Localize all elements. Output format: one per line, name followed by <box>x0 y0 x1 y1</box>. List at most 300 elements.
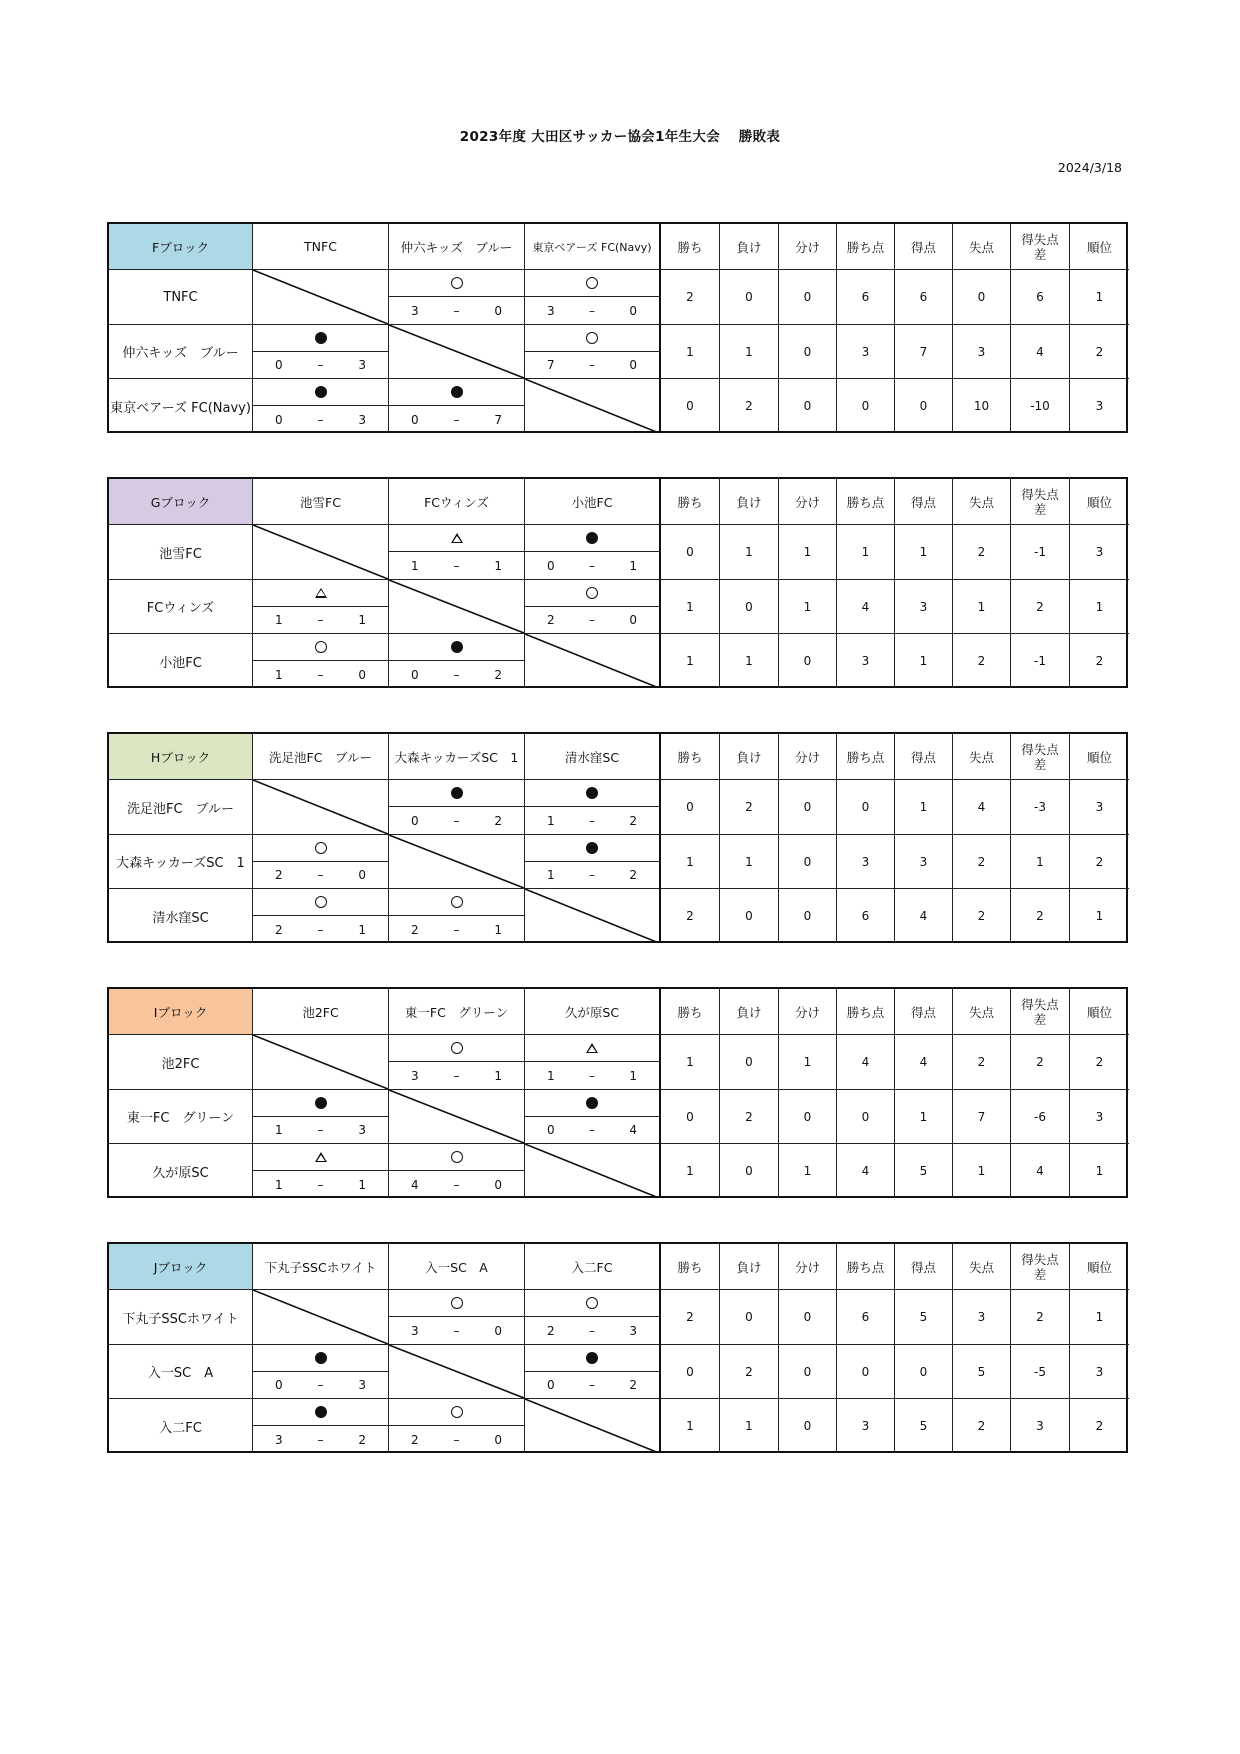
stat-value: 3 <box>953 325 1011 379</box>
score-dash: – <box>589 813 595 828</box>
score-opponent: 1 <box>494 558 502 573</box>
score-own: 1 <box>275 1177 283 1192</box>
win-circle-icon <box>451 1297 463 1309</box>
column-team-name: 小池FC <box>525 479 661 525</box>
stat-value: 1 <box>895 634 953 688</box>
stat-value: 3 <box>1095 399 1104 413</box>
row-team-name: 洗足池FC ブルー <box>109 780 253 835</box>
diagonal-empty-cell <box>253 525 389 580</box>
match-result-cell <box>525 1090 661 1144</box>
stat-value: 0 <box>837 780 895 835</box>
diagonal-empty-cell <box>253 270 389 325</box>
score-dash: – <box>453 303 460 318</box>
diagonal-line <box>389 325 524 378</box>
stat-value: 4 <box>837 1035 895 1090</box>
stat-value: 2 <box>1070 1035 1129 1090</box>
score-opponent: 0 <box>494 1177 502 1192</box>
stat-header <box>1011 1244 1070 1290</box>
score-dash: – <box>589 1377 595 1392</box>
draw-triangle-icon <box>315 588 327 598</box>
win-circle-icon <box>586 1297 598 1309</box>
stat-value: 3 <box>953 1290 1011 1345</box>
match-result-cell <box>253 889 389 943</box>
stat-value: 3 <box>1070 525 1129 580</box>
stat-value: 1 <box>661 634 720 688</box>
stat-header <box>1011 734 1070 780</box>
score-own: 4 <box>411 1177 419 1192</box>
score-opponent: 0 <box>494 303 502 318</box>
match-result-cell <box>525 1345 661 1399</box>
stat-header: 勝ち <box>661 989 720 1035</box>
stat-value: 1 <box>720 325 779 379</box>
score-dash: – <box>317 922 324 937</box>
stat-value: 0 <box>837 379 895 433</box>
stat-value: 1 <box>1095 909 1104 923</box>
stat-value: -10 <box>1011 379 1070 433</box>
stat-header: 順位 <box>1070 479 1129 525</box>
stat-value: 0 <box>720 580 779 634</box>
stat-value: 2 <box>953 889 1011 943</box>
score-dash: – <box>453 1068 460 1083</box>
stat-header <box>1011 224 1070 270</box>
stat-header: 失点 <box>953 1244 1011 1290</box>
stat-value: 1 <box>1070 1290 1129 1345</box>
stat-value: 0 <box>661 780 720 835</box>
row-team-name: 池2FC <box>109 1035 253 1090</box>
stat-header: 分け <box>779 479 837 525</box>
stat-header: 分け <box>779 1244 837 1290</box>
stat-value: 0 <box>837 1345 895 1399</box>
match-result-cell <box>525 525 661 580</box>
stat-value: 6 <box>837 1290 895 1345</box>
stat-value: 5 <box>895 1290 953 1345</box>
match-result-cell <box>389 270 525 325</box>
stat-header-line: 差 <box>1033 501 1047 517</box>
row-team-name: 入一SC A <box>109 1345 253 1399</box>
diagonal-line <box>253 780 388 834</box>
win-circle-icon <box>451 1151 463 1163</box>
stat-header-line: 得失点 <box>1021 996 1059 1012</box>
score-opponent: 3 <box>629 1323 637 1338</box>
win-circle-icon <box>451 277 463 289</box>
score-dash: – <box>317 1432 324 1447</box>
stat-value: 7 <box>953 1090 1011 1144</box>
win-circle-icon <box>315 896 327 908</box>
score-own: 2 <box>275 922 283 937</box>
loss-dot-icon <box>586 532 598 544</box>
score-own: 3 <box>547 303 555 318</box>
stat-value: 2 <box>720 1345 779 1399</box>
diagonal-line <box>525 889 659 943</box>
stat-value: 2 <box>1095 654 1104 668</box>
score-own: 7 <box>547 357 555 372</box>
stat-value: 1 <box>661 1399 720 1453</box>
score-own: 0 <box>411 813 419 828</box>
column-team-name: 東一FC グリーン <box>389 989 525 1035</box>
stat-value: 3 <box>1070 1090 1129 1144</box>
column-team-name: 清水窪SC <box>525 734 661 780</box>
stat-header: 順位 <box>1070 1244 1129 1290</box>
stat-value: 3 <box>895 580 953 634</box>
score-dash: – <box>453 558 460 573</box>
column-team-name: 東京ベアーズ FC(Navy) <box>525 224 661 270</box>
score-dash: – <box>317 867 324 882</box>
diagonal-line <box>389 835 524 888</box>
draw-triangle-icon <box>315 1152 327 1162</box>
score-own: 3 <box>275 1432 283 1447</box>
score-opponent: 1 <box>358 1177 366 1192</box>
score-own: 0 <box>547 1377 555 1392</box>
score-dash: – <box>317 412 324 427</box>
score-own: 3 <box>411 1068 419 1083</box>
score-dash: – <box>589 612 595 627</box>
score-own: 3 <box>411 303 419 318</box>
stat-header-line: 差 <box>1033 1266 1047 1282</box>
block-table-h <box>107 732 1128 943</box>
stat-value: 6 <box>1011 270 1070 325</box>
stat-value: 2 <box>953 634 1011 688</box>
stat-header: 勝ち <box>661 224 720 270</box>
stat-value: -3 <box>1011 780 1070 835</box>
stat-value: 1 <box>720 634 779 688</box>
score-dash: – <box>589 867 595 882</box>
block-label: Hブロック <box>109 734 253 780</box>
score-opponent: 0 <box>629 303 637 318</box>
score-dash: – <box>453 1323 460 1338</box>
stat-header: 負け <box>720 224 779 270</box>
stat-value: 0 <box>661 1345 720 1399</box>
match-result-cell <box>389 1399 525 1453</box>
stat-value: 1 <box>779 525 837 580</box>
diagonal-line <box>389 1345 524 1398</box>
stat-header: 失点 <box>953 479 1011 525</box>
stat-value: 0 <box>779 889 837 943</box>
stat-value: 2 <box>953 835 1011 889</box>
score-opponent: 0 <box>358 867 366 882</box>
score-own: 0 <box>411 412 419 427</box>
stat-value: 0 <box>720 1290 779 1345</box>
diagonal-empty-cell <box>389 1345 525 1399</box>
score-opponent: 1 <box>358 922 366 937</box>
document-date: 2024/3/18 <box>1057 160 1122 175</box>
stat-value: 3 <box>1011 1399 1070 1453</box>
diagonal-line <box>253 1035 388 1089</box>
stat-value: -5 <box>1011 1345 1070 1399</box>
match-result-cell <box>253 325 389 379</box>
stat-header: 順位 <box>1070 224 1129 270</box>
row-team-name: 下丸子SSCホワイト <box>109 1290 253 1345</box>
stat-value: 1 <box>895 525 953 580</box>
score-own: 2 <box>411 922 419 937</box>
diagonal-empty-cell <box>525 1399 661 1453</box>
score-opponent: 0 <box>494 1432 502 1447</box>
score-dash: – <box>589 1323 595 1338</box>
loss-dot-icon <box>451 386 463 398</box>
stat-value: 2 <box>720 1090 779 1144</box>
stat-value: 0 <box>779 1399 837 1453</box>
score-dash: – <box>317 1377 324 1392</box>
block-table-f <box>107 222 1128 433</box>
stat-value: 6 <box>837 270 895 325</box>
loss-dot-icon <box>451 787 463 799</box>
win-circle-icon <box>586 587 598 599</box>
score-own: 1 <box>275 667 283 682</box>
score-dash: – <box>589 303 595 318</box>
match-result-cell <box>389 1144 525 1198</box>
score-opponent: 3 <box>358 357 366 372</box>
stat-value: 1 <box>953 580 1011 634</box>
stat-value: 2 <box>661 889 720 943</box>
loss-dot-icon <box>586 787 598 799</box>
row-team-name: FCウィンズ <box>109 580 253 634</box>
loss-dot-icon <box>586 1097 598 1109</box>
stat-value: 2 <box>661 1290 720 1345</box>
score-opponent: 1 <box>494 922 502 937</box>
stat-value: 1 <box>895 1090 953 1144</box>
score-opponent: 1 <box>629 1068 637 1083</box>
stat-value: 6 <box>837 889 895 943</box>
document-title: 2023年度 大田区サッカー協会1年生大会 勝敗表 <box>459 129 781 145</box>
score-dash: – <box>589 1122 595 1137</box>
match-result-cell <box>253 835 389 889</box>
score-opponent: 3 <box>358 1377 366 1392</box>
stat-value: 0 <box>895 1345 953 1399</box>
loss-dot-icon <box>315 1097 327 1109</box>
block-label: Iブロック <box>109 989 253 1035</box>
stat-header: 負け <box>720 479 779 525</box>
score-own: 1 <box>547 1068 555 1083</box>
score-own: 1 <box>547 813 555 828</box>
diagonal-line <box>253 270 388 324</box>
score-opponent: 1 <box>629 558 637 573</box>
row-team-name: 入二FC <box>109 1399 253 1453</box>
match-result-cell <box>253 1144 389 1198</box>
win-circle-icon <box>451 1406 463 1418</box>
score-opponent: 2 <box>629 813 637 828</box>
stat-value: 0 <box>779 634 837 688</box>
stat-value: 1 <box>661 325 720 379</box>
stat-header: 順位 <box>1070 989 1129 1035</box>
score-dash: – <box>317 1177 324 1192</box>
stat-header: 勝ち点 <box>837 989 895 1035</box>
stat-value: 10 <box>953 379 1011 433</box>
diagonal-empty-cell <box>389 1090 525 1144</box>
score-own: 0 <box>275 412 283 427</box>
diagonal-line <box>525 1144 659 1198</box>
column-team-name: 仲六キッズ ブルー <box>389 224 525 270</box>
match-result-cell <box>525 780 661 835</box>
stat-header-line: 得失点 <box>1021 486 1059 502</box>
stat-header <box>1011 989 1070 1035</box>
win-circle-icon <box>315 842 327 854</box>
stat-header: 勝ち点 <box>837 1244 895 1290</box>
stat-header: 勝ち点 <box>837 734 895 780</box>
stat-header-line: 差 <box>1033 246 1047 262</box>
stat-value: 4 <box>895 1035 953 1090</box>
stat-header: 得点 <box>895 734 953 780</box>
win-circle-icon <box>586 277 598 289</box>
match-result-cell <box>253 1345 389 1399</box>
match-result-cell <box>389 525 525 580</box>
stat-value: 1 <box>779 580 837 634</box>
stat-value: 0 <box>720 270 779 325</box>
diagonal-line <box>525 1399 659 1453</box>
stat-value: 0 <box>837 1090 895 1144</box>
column-team-name: 池雪FC <box>253 479 389 525</box>
score-dash: – <box>453 667 460 682</box>
block-label: Fブロック <box>109 224 253 270</box>
row-team-name: 久が原SC <box>109 1144 253 1198</box>
row-team-name: 大森キッカーズSC 1 <box>109 835 253 889</box>
block-table-g <box>107 477 1128 688</box>
diagonal-line <box>389 580 524 633</box>
score-dash: – <box>453 412 460 427</box>
stat-value: 0 <box>779 270 837 325</box>
win-circle-icon <box>451 1042 463 1054</box>
stat-value: 5 <box>895 1399 953 1453</box>
loss-dot-icon <box>315 332 327 344</box>
score-opponent: 2 <box>494 667 502 682</box>
stat-value: 0 <box>779 780 837 835</box>
stat-header-line: 差 <box>1033 1011 1047 1027</box>
stat-value: 4 <box>837 580 895 634</box>
score-own: 1 <box>275 612 283 627</box>
stat-value: 2 <box>953 1035 1011 1090</box>
match-result-cell <box>253 634 389 688</box>
row-team-name: 仲六キッズ ブルー <box>109 325 253 379</box>
stat-value: 3 <box>837 325 895 379</box>
stat-value: 3 <box>1070 780 1129 835</box>
match-result-cell <box>389 889 525 943</box>
stat-value: 1 <box>895 780 953 835</box>
stat-value: 1 <box>1070 270 1129 325</box>
stat-header-line: 差 <box>1033 756 1047 772</box>
stat-value: 0 <box>779 1090 837 1144</box>
score-opponent: 1 <box>358 612 366 627</box>
loss-dot-icon <box>586 1352 598 1364</box>
row-team-name: 池雪FC <box>109 525 253 580</box>
match-result-cell <box>389 379 525 433</box>
stat-value: 0 <box>661 379 720 433</box>
stat-value: 5 <box>953 1345 1011 1399</box>
score-own: 0 <box>411 667 419 682</box>
stat-value: 0 <box>720 1144 779 1198</box>
draw-triangle-icon <box>451 533 463 543</box>
loss-dot-icon <box>315 1406 327 1418</box>
stat-value: 2 <box>1070 835 1129 889</box>
stat-value: 6 <box>895 270 953 325</box>
stat-value: 0 <box>779 325 837 379</box>
stat-header: 得点 <box>895 989 953 1035</box>
loss-dot-icon <box>315 386 327 398</box>
stat-header: 得点 <box>895 224 953 270</box>
block-label: Gブロック <box>109 479 253 525</box>
stat-value: 1 <box>720 525 779 580</box>
score-dash: – <box>589 1068 595 1083</box>
diagonal-empty-cell <box>525 379 661 433</box>
column-team-name: 久が原SC <box>525 989 661 1035</box>
stat-value: 1 <box>1070 580 1129 634</box>
stat-header <box>1011 479 1070 525</box>
stat-value: 1 <box>1011 835 1070 889</box>
stat-value: 1 <box>1095 1164 1104 1178</box>
stat-header: 分け <box>779 989 837 1035</box>
stat-value: 0 <box>661 1090 720 1144</box>
stat-value: -1 <box>1011 634 1070 688</box>
stat-value: 1 <box>661 1035 720 1090</box>
stat-value: 7 <box>895 325 953 379</box>
stat-value: 5 <box>895 1144 953 1198</box>
stat-value: 2 <box>1011 1035 1070 1090</box>
stat-value: 2 <box>1011 580 1070 634</box>
stat-value: 1 <box>779 1035 837 1090</box>
match-result-cell <box>389 1035 525 1090</box>
stat-value: 2 <box>953 525 1011 580</box>
diagonal-line <box>389 1090 524 1143</box>
score-opponent: 0 <box>494 1323 502 1338</box>
stat-value: 1 <box>661 835 720 889</box>
diagonal-empty-cell <box>389 325 525 379</box>
stat-value: 0 <box>895 379 953 433</box>
stat-value: 2 <box>953 1399 1011 1453</box>
row-team-name: TNFC <box>109 270 253 325</box>
block-label: Jブロック <box>109 1244 253 1290</box>
match-result-cell <box>389 634 525 688</box>
match-result-cell <box>389 780 525 835</box>
match-result-cell <box>253 379 389 433</box>
match-result-cell <box>525 325 661 379</box>
score-own: 1 <box>275 1122 283 1137</box>
stat-header: 負け <box>720 734 779 780</box>
stat-value: 3 <box>837 634 895 688</box>
win-circle-icon <box>315 641 327 653</box>
stat-value: 3 <box>837 1399 895 1453</box>
stat-value: 2 <box>1011 1290 1070 1345</box>
score-opponent: 7 <box>494 412 502 427</box>
column-team-name: 大森キッカーズSC 1 <box>389 734 525 780</box>
diagonal-empty-cell <box>525 1144 661 1198</box>
column-team-name: 洗足池FC ブルー <box>253 734 389 780</box>
column-team-name: 入一SC A <box>389 1244 525 1290</box>
stat-value: 3 <box>837 835 895 889</box>
stat-value: 1 <box>779 1144 837 1198</box>
loss-dot-icon <box>451 641 463 653</box>
row-team-name: 小池FC <box>109 634 253 688</box>
stat-header: 得点 <box>895 1244 953 1290</box>
stat-header: 勝ち <box>661 734 720 780</box>
stat-header: 順位 <box>1070 734 1129 780</box>
diagonal-line <box>253 1290 388 1344</box>
match-result-cell <box>525 1035 661 1090</box>
stat-value: 0 <box>953 270 1011 325</box>
stat-value: 4 <box>837 1144 895 1198</box>
stat-header: 失点 <box>953 224 1011 270</box>
diagonal-line <box>525 634 659 688</box>
score-opponent: 0 <box>629 357 637 372</box>
diagonal-empty-cell <box>525 889 661 943</box>
match-result-cell <box>389 1290 525 1345</box>
stat-value: 2 <box>1095 1419 1104 1433</box>
column-team-name: 下丸子SSCホワイト <box>253 1244 389 1290</box>
score-own: 0 <box>547 1122 555 1137</box>
match-result-cell <box>525 270 661 325</box>
win-circle-icon <box>586 332 598 344</box>
stat-value: 0 <box>720 889 779 943</box>
score-opponent: 2 <box>358 1432 366 1447</box>
score-own: 0 <box>275 357 283 372</box>
loss-dot-icon <box>586 842 598 854</box>
match-result-cell <box>253 1090 389 1144</box>
